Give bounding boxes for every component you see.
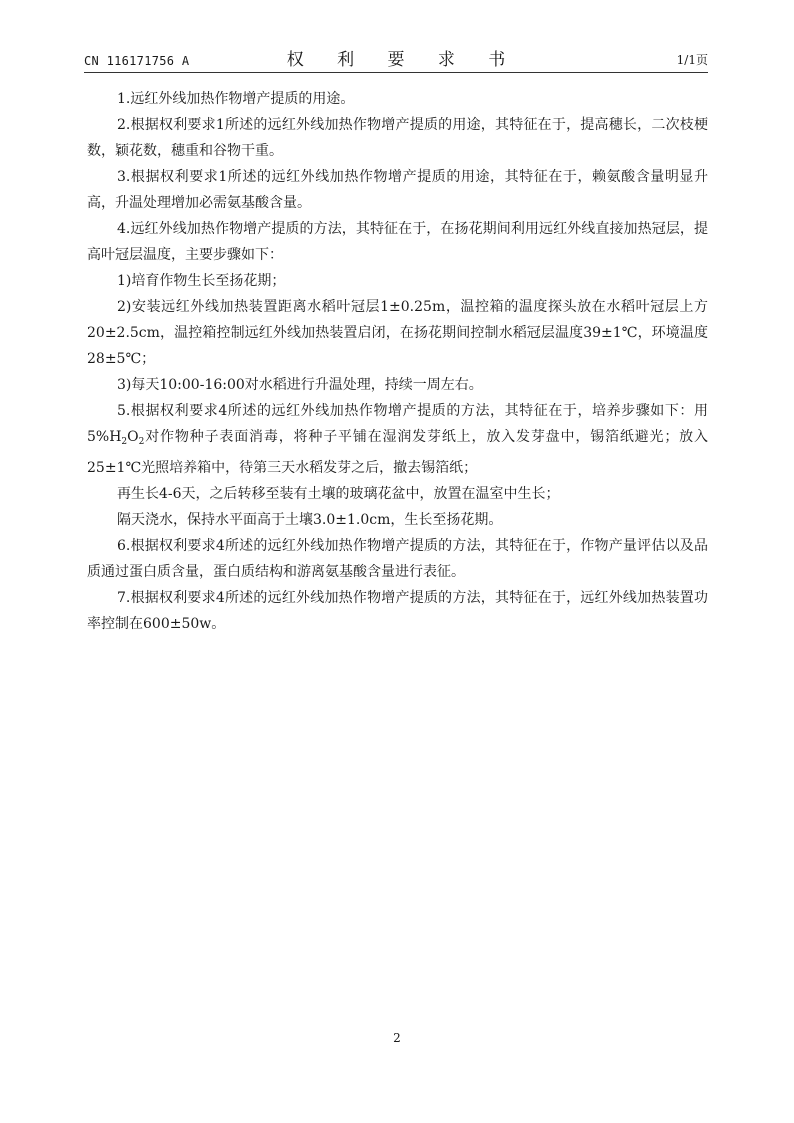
claim-3: 3.根据权利要求1所述的远红外线加热作物增产提质的用途，其特征在于，赖氨酸含量明显升高，升温处理增加必需氨基酸含量。 [87, 169, 708, 211]
document-title: 权 利 要 求 书 [286, 50, 520, 70]
claim-5-paragraph-2: 再生长4-6天，之后转移至装有土壤的玻璃花盆中，放置在温室中生长； [117, 486, 560, 502]
claim-4-step-2: 2)安装远红外线加热装置距离水稻叶冠层1±0.25m，温控箱的温度探头放在水稻叶冠层上方20±2.5cm，温控箱控制远红外线加热装置启闭，在扬花期间控制水稻冠层温度39±1℃，环境温度28±5℃； [87, 299, 708, 367]
claim-5-text-b: O [127, 429, 139, 445]
page-header [84, 46, 708, 72]
header-rule [84, 72, 708, 73]
claim-5-text-a: 5.根据权利要求4所述的远红外线加热作物增产提质的方法，其特征在于，培养步骤如下：用5%H [87, 403, 708, 445]
claim-7: 7.根据权利要求4所述的远红外线加热作物增产提质的方法，其特征在于，远红外线加热装置功率控制在600±50w。 [87, 590, 708, 632]
claim-5 [87, 398, 708, 481]
claim-5-subscript-1: 2 [121, 437, 128, 447]
claim-1: 1.远红外线加热作物增产提质的用途。 [117, 91, 355, 107]
page-indicator: 1/1页 [676, 53, 708, 67]
claim-4: 4.远红外线加热作物增产提质的方法，其特征在于，在扬花期间利用远红外线直接加热冠层，提高叶冠层温度，主要步骤如下： [87, 221, 708, 263]
publication-number: CN 116171756 A [84, 54, 190, 68]
claim-5-paragraph-3: 隔天浇水，保持水平面高于土壤3.0±1.0cm，生长至扬花期。 [117, 512, 503, 528]
claim-4-step-1: 1)培育作物生长至扬花期； [117, 273, 286, 289]
claim-5-subscript-2: 2 [138, 437, 145, 447]
claim-5-text-c: 对作物种子表面消毒，将种子平铺在湿润发芽纸上，放入发芽盘中，锡箔纸避光；放入25±1℃光照培养箱中，待第三天水稻发芽之后，撤去锡箔纸； [87, 429, 708, 476]
claim-2: 2.根据权利要求1所述的远红外线加热作物增产提质的用途，其特征在于，提高穗长，二次枝梗数，颖花数，穗重和谷物干重。 [87, 117, 708, 159]
claim-6: 6.根据权利要求4所述的远红外线加热作物增产提质的方法，其特征在于，作物产量评估以及品质通过蛋白质含量，蛋白质结构和游离氨基酸含量进行表征。 [87, 538, 708, 580]
claim-4-step-3: 3)每天10:00-16:00对水稻进行升温处理，持续一周左右。 [117, 377, 483, 393]
claims-body [87, 86, 708, 637]
page-number: 2 [393, 1031, 401, 1045]
